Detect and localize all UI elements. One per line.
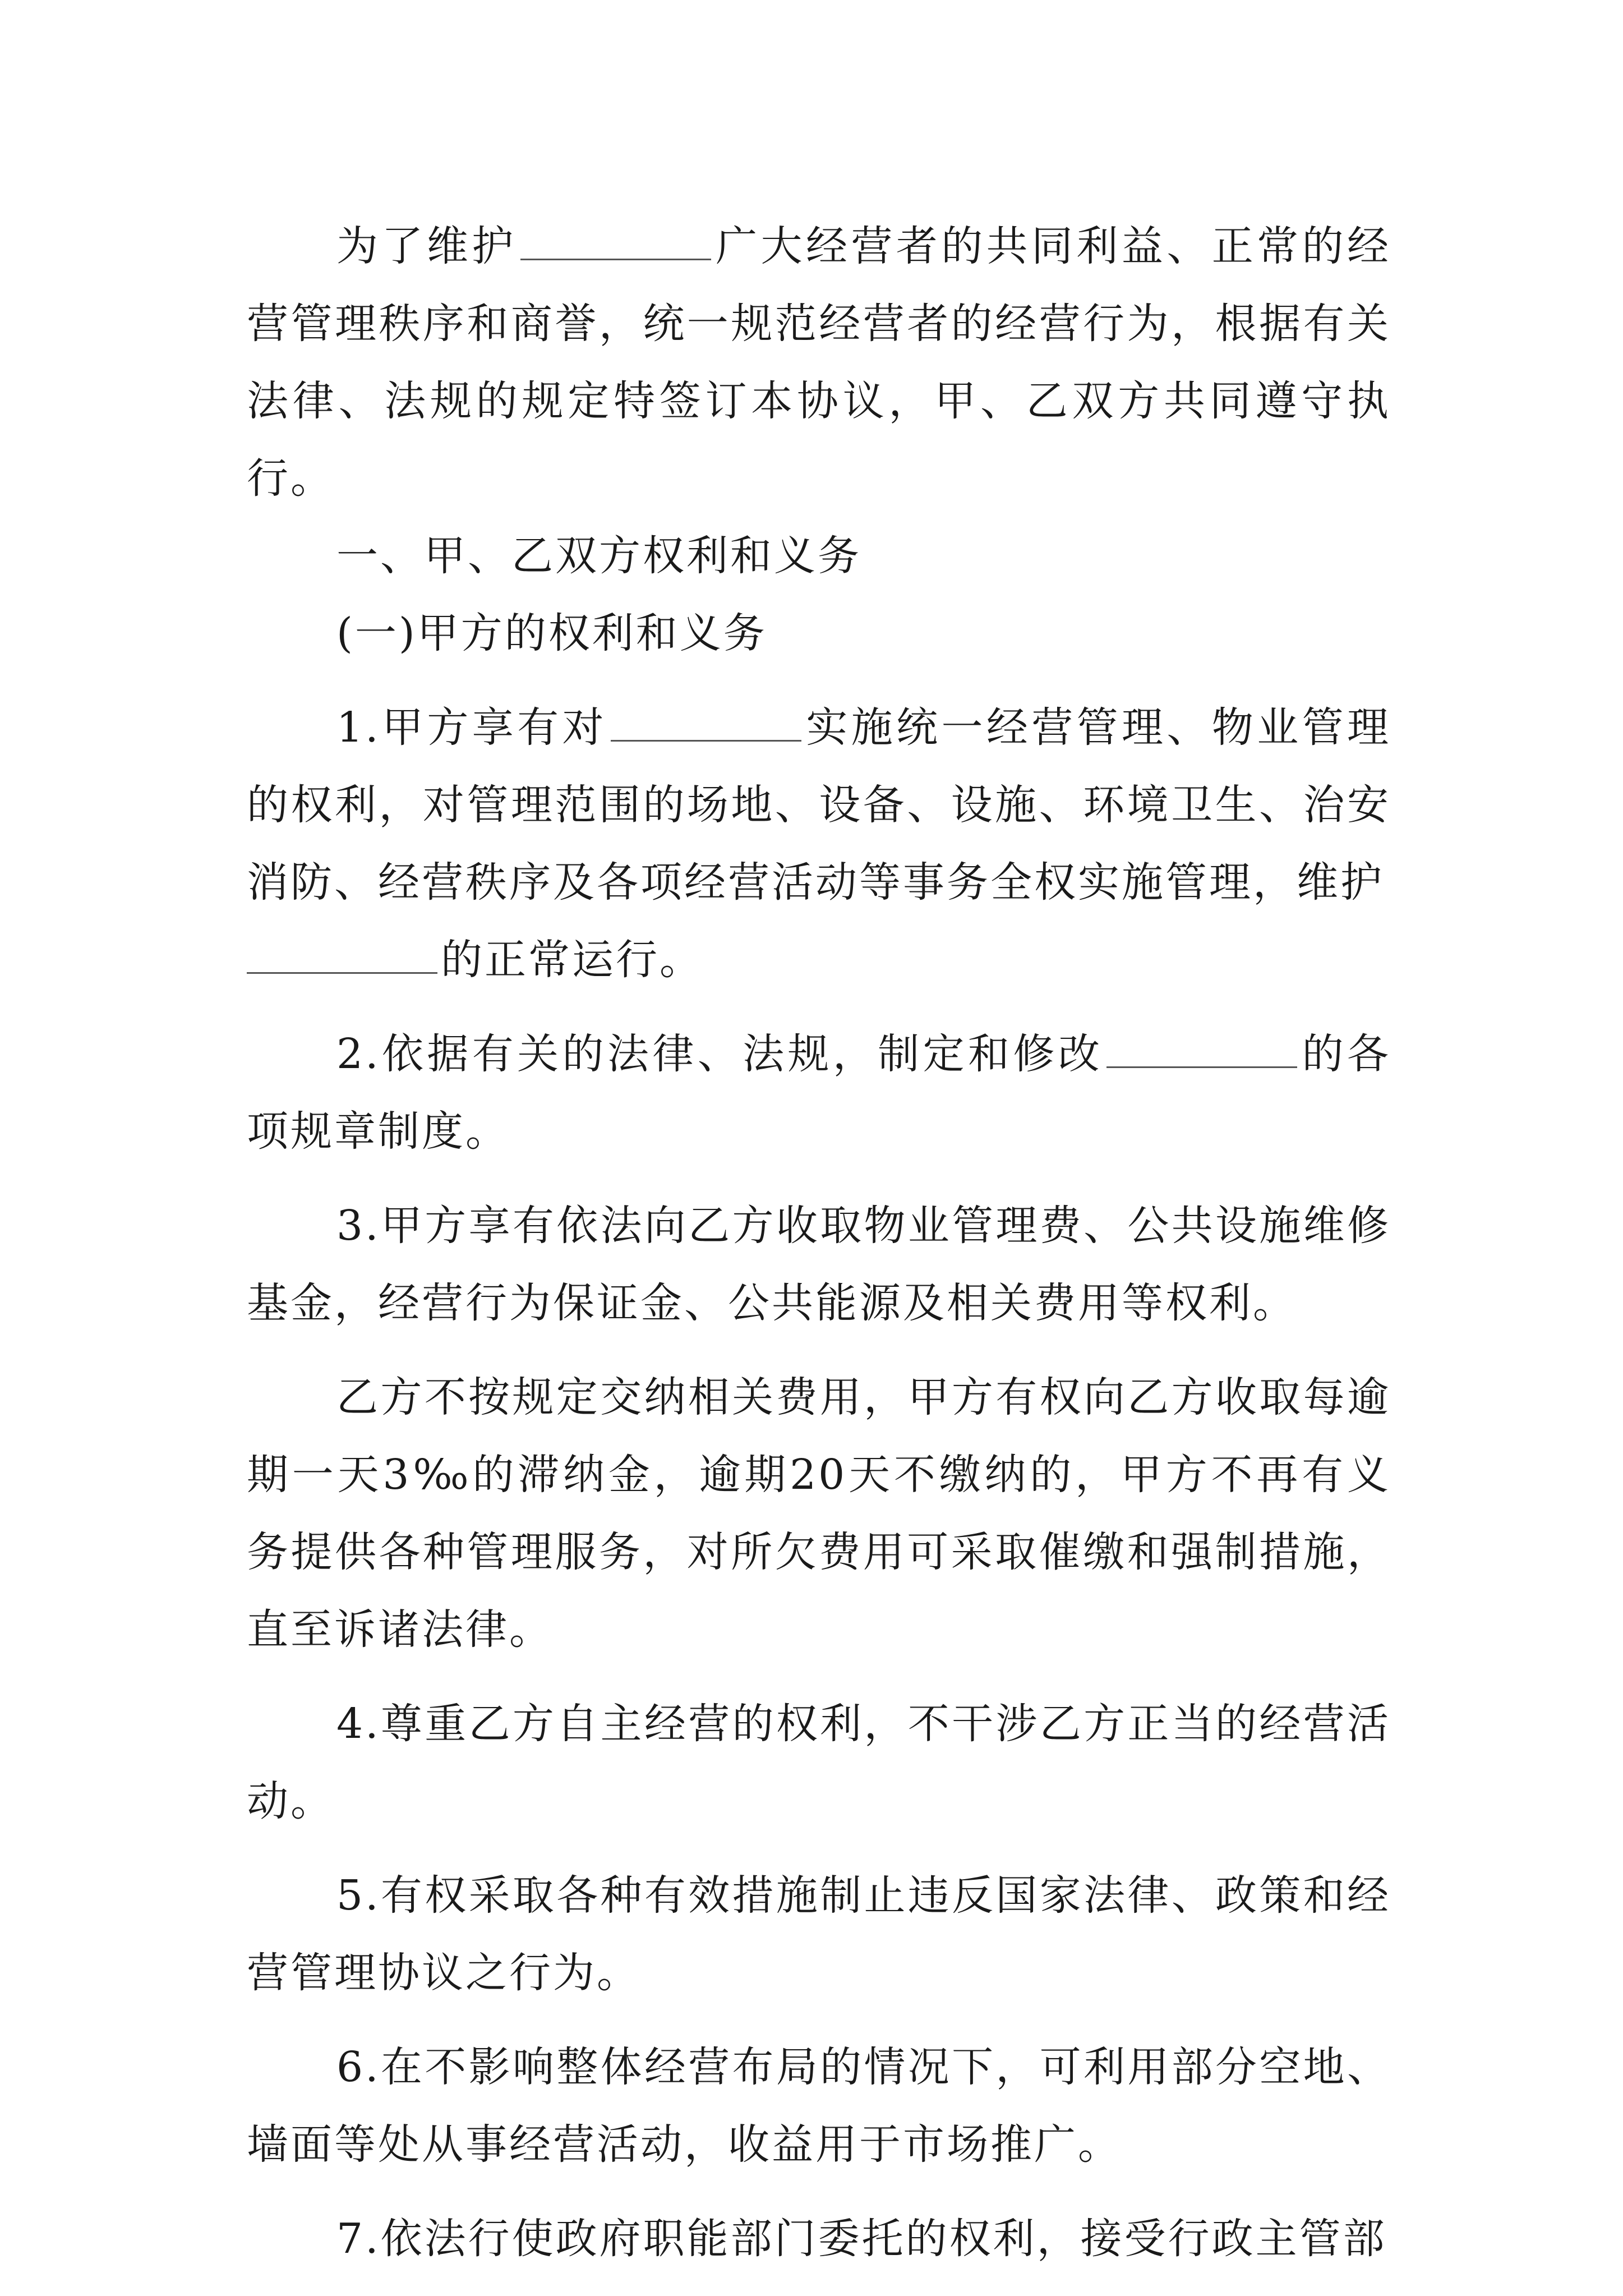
- clause-7: 7.依法行使政府职能部门委托的权利，接受行政主管部: [336, 2215, 1387, 2263]
- paragraph-text: 广大经营者的共同利益、正常的经营管理秩序和商誉，统一规范经营者的经营行为，根据有关法律、法规的规定特签订本协议，甲、乙双方共同遵守执行。: [247, 222, 1391, 503]
- section-heading: 一、甲、乙双方权利和义务: [336, 532, 861, 580]
- paragraph-text: 的正常运行。: [441, 936, 703, 984]
- document-body: [247, 208, 1391, 2277]
- fill-in-blank: [611, 705, 801, 742]
- clause-3-late-fee: 乙方不按规定交纳相关费用，甲方有权向乙方收取每逾期一天3‰的滞纳金，逾期20天不缴纳的，甲方不再有义务提供各种管理服务，对所欠费用可采取催缴和强制措施，直至诉诸法律。: [247, 1373, 1391, 1654]
- paragraph-text: 实施统一经营管理、物业管理的权利，对管理范围的场地、设备、设施、环境卫生、治安消防、经营秩序及各项经营活动等事务全权实施管理，维护: [247, 703, 1391, 907]
- fill-in-blank: [1106, 1032, 1297, 1068]
- paragraph-text: 的各项规章制度。: [247, 1030, 1391, 1156]
- clause-1: [247, 689, 1391, 999]
- fill-in-blank: [247, 937, 437, 974]
- subsection-heading: (一)甲方的权利和义务: [336, 609, 767, 657]
- clause-4: 4.尊重乙方自主经营的权利，不干涉乙方正当的经营活动。: [247, 1700, 1391, 1825]
- paragraph-preamble: [247, 208, 1391, 517]
- paragraph-text: 为了维护: [336, 222, 517, 270]
- paragraph-text: 2.依据有关的法律、法规，制定和修改: [336, 1030, 1104, 1078]
- paragraph-text: 1.甲方享有对: [336, 703, 607, 752]
- fill-in-blank: [520, 224, 711, 260]
- clause-2: [247, 1015, 1391, 1170]
- clause-5: 5.有权采取各种有效措施制止违反国家法律、政策和经营管理协议之行为。: [247, 1871, 1391, 1997]
- clause-6: 6.在不影响整体经营布局的情况下，可利用部分空地、墙面等处从事经营活动，收益用于市场推广。: [247, 2043, 1391, 2169]
- clause-3: 3.甲方享有依法向乙方收取物业管理费、公共设施维修基金，经营行为保证金、公共能源及相关费用等权利。: [247, 1202, 1391, 1327]
